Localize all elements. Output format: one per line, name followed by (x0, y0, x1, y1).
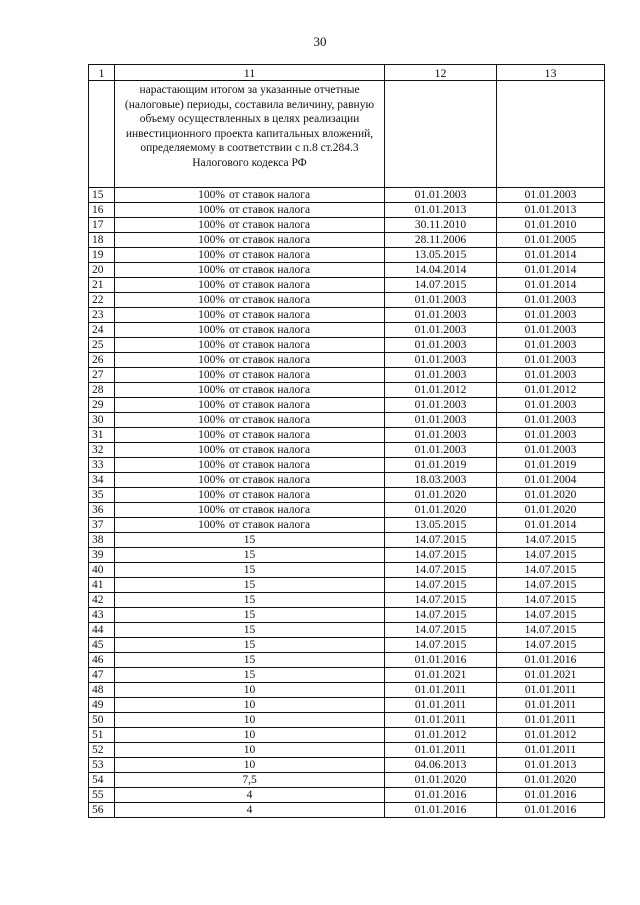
date-col13: 01.01.2011 (497, 683, 605, 698)
row-number: 54 (89, 773, 115, 788)
rate-percent: 100% (198, 219, 225, 231)
table-row (89, 638, 605, 653)
row-number: 23 (89, 308, 115, 323)
column-header-12: 12 (385, 65, 497, 81)
date-col13: 01.01.2016 (497, 803, 605, 818)
rate-percent: 100% (198, 444, 225, 456)
rate-percent: 100% (198, 459, 225, 471)
date-col12: 01.01.2011 (385, 743, 497, 758)
table-row (89, 803, 605, 818)
table-row (89, 323, 605, 338)
table-row (89, 458, 605, 473)
continuation-text: нарастающим итогом за указанные отчетные (налоговые) периоды, составила величину, равную объему осуществленных в целях реализации инвестиционного проекта капитальных вложений, определяемому в соответствии с п.8 ст.284.3 Налогового кодекса РФ (115, 81, 385, 188)
rate-cell (115, 638, 385, 653)
date-col13: 01.01.2004 (497, 473, 605, 488)
rate-text: 10 (243, 699, 256, 711)
rate-text: от ставок налога (228, 309, 311, 321)
table-row (89, 248, 605, 263)
table-row (89, 398, 605, 413)
row-number: 55 (89, 788, 115, 803)
row-number: 30 (89, 413, 115, 428)
column-header-1: 1 (89, 65, 115, 81)
date-col13: 01.01.2003 (497, 368, 605, 383)
rate-text: от ставок налога (228, 339, 311, 351)
rate-cell (115, 428, 385, 443)
table-row (89, 293, 605, 308)
date-col12: 01.01.2013 (385, 203, 497, 218)
table-row (89, 218, 605, 233)
row-number: 34 (89, 473, 115, 488)
rate-percent: 100% (198, 189, 225, 201)
rate-cell (115, 233, 385, 248)
table-row (89, 788, 605, 803)
date-col12: 01.01.2011 (385, 713, 497, 728)
row-number: 41 (89, 578, 115, 593)
rate-cell (115, 488, 385, 503)
date-col13: 14.07.2015 (497, 548, 605, 563)
rate-percent: 100% (198, 489, 225, 501)
date-col13: 14.07.2015 (497, 593, 605, 608)
rate-cell (115, 473, 385, 488)
rate-cell (115, 773, 385, 788)
rate-text: 4 (246, 804, 253, 816)
rate-text: от ставок налога (228, 249, 311, 261)
row-number: 22 (89, 293, 115, 308)
row-number: 35 (89, 488, 115, 503)
table-row (89, 488, 605, 503)
row-number: 31 (89, 428, 115, 443)
rate-cell (115, 803, 385, 818)
rate-text: от ставок налога (228, 189, 311, 201)
rate-text: от ставок налога (228, 324, 311, 336)
rate-text: от ставок налога (228, 354, 311, 366)
rate-percent: 100% (198, 234, 225, 246)
rate-cell (115, 548, 385, 563)
table-row (89, 563, 605, 578)
date-col12: 14.07.2015 (385, 563, 497, 578)
rate-percent: 100% (198, 369, 225, 381)
date-col13: 01.01.2013 (497, 203, 605, 218)
table-row (89, 263, 605, 278)
date-col12: 01.01.2012 (385, 383, 497, 398)
row-number: 19 (89, 248, 115, 263)
date-col13: 01.01.2003 (497, 353, 605, 368)
date-col12: 01.01.2003 (385, 323, 497, 338)
rate-cell (115, 383, 385, 398)
date-col13: 01.01.2014 (497, 263, 605, 278)
table-row (89, 203, 605, 218)
row-number: 15 (89, 188, 115, 203)
rate-cell (115, 248, 385, 263)
rate-text: от ставок налога (228, 444, 311, 456)
rate-text: 15 (243, 564, 256, 576)
table-row (89, 383, 605, 398)
tax-rate-table (88, 64, 605, 818)
rate-text: 15 (243, 654, 256, 666)
date-col13: 01.01.2010 (497, 218, 605, 233)
date-col12: 14.07.2015 (385, 623, 497, 638)
continuation-date-cell (497, 81, 605, 188)
row-number: 16 (89, 203, 115, 218)
date-col12: 28.11.2006 (385, 233, 497, 248)
table-row (89, 713, 605, 728)
rate-text: от ставок налога (228, 264, 311, 276)
date-col12: 04.06.2013 (385, 758, 497, 773)
rate-text: от ставок налога (228, 429, 311, 441)
table-row (89, 473, 605, 488)
date-col12: 01.01.2003 (385, 188, 497, 203)
date-col13: 01.01.2011 (497, 743, 605, 758)
row-number: 52 (89, 743, 115, 758)
date-col13: 14.07.2015 (497, 623, 605, 638)
date-col12: 01.01.2011 (385, 683, 497, 698)
date-col13: 14.07.2015 (497, 638, 605, 653)
table-row (89, 518, 605, 533)
table-row (89, 533, 605, 548)
rate-cell (115, 188, 385, 203)
rate-percent: 100% (198, 339, 225, 351)
row-number: 32 (89, 443, 115, 458)
rate-text: от ставок налога (228, 204, 311, 216)
date-col13: 01.01.2003 (497, 413, 605, 428)
date-col13: 01.01.2014 (497, 248, 605, 263)
date-col12: 14.07.2015 (385, 608, 497, 623)
row-number: 49 (89, 698, 115, 713)
date-col13: 01.01.2014 (497, 518, 605, 533)
date-col12: 01.01.2003 (385, 338, 497, 353)
rate-text: 4 (246, 789, 253, 801)
rate-text: от ставок налога (228, 519, 311, 531)
table-row (89, 683, 605, 698)
rate-cell (115, 683, 385, 698)
table-row (89, 608, 605, 623)
rate-text: 7,5 (242, 774, 257, 786)
row-number: 21 (89, 278, 115, 293)
table-row (89, 593, 605, 608)
rate-cell (115, 413, 385, 428)
rate-text: 15 (243, 549, 256, 561)
row-number: 17 (89, 218, 115, 233)
rate-cell (115, 458, 385, 473)
date-col12: 01.01.2011 (385, 698, 497, 713)
rate-text: 10 (243, 684, 256, 696)
column-header-13: 13 (497, 65, 605, 81)
rate-text: от ставок налога (228, 384, 311, 396)
rate-text: 10 (243, 759, 256, 771)
rate-cell (115, 578, 385, 593)
date-col12: 14.07.2015 (385, 578, 497, 593)
date-col12: 13.05.2015 (385, 248, 497, 263)
table-row (89, 698, 605, 713)
rate-text: от ставок налога (228, 504, 311, 516)
date-col13: 01.01.2013 (497, 758, 605, 773)
date-col12: 14.07.2015 (385, 533, 497, 548)
continuation-date-cell (385, 81, 497, 188)
table-row (89, 278, 605, 293)
table-row (89, 773, 605, 788)
rate-percent: 100% (198, 249, 225, 261)
row-number: 44 (89, 623, 115, 638)
rate-cell (115, 308, 385, 323)
rate-text: от ставок налога (228, 369, 311, 381)
rate-text: 15 (243, 639, 256, 651)
row-number: 42 (89, 593, 115, 608)
table-row (89, 308, 605, 323)
rate-cell (115, 713, 385, 728)
date-col12: 18.03.2003 (385, 473, 497, 488)
rate-text: от ставок налога (228, 294, 311, 306)
rate-cell (115, 563, 385, 578)
date-col13: 01.01.2003 (497, 293, 605, 308)
table-row (89, 623, 605, 638)
date-col12: 01.01.2003 (385, 308, 497, 323)
row-number: 37 (89, 518, 115, 533)
rate-cell (115, 353, 385, 368)
rate-cell (115, 623, 385, 638)
table-row (89, 758, 605, 773)
row-number: 38 (89, 533, 115, 548)
row-number: 24 (89, 323, 115, 338)
date-col12: 01.01.2016 (385, 788, 497, 803)
rate-text: 10 (243, 729, 256, 741)
row-number: 27 (89, 368, 115, 383)
date-col12: 01.01.2003 (385, 413, 497, 428)
row-number: 46 (89, 653, 115, 668)
table-row (89, 188, 605, 203)
date-col12: 01.01.2003 (385, 353, 497, 368)
rate-cell (115, 203, 385, 218)
rate-text: от ставок налога (228, 459, 311, 471)
date-col12: 14.07.2015 (385, 638, 497, 653)
date-col13: 01.01.2003 (497, 323, 605, 338)
date-col13: 14.07.2015 (497, 608, 605, 623)
date-col13: 01.01.2003 (497, 188, 605, 203)
rate-percent: 100% (198, 474, 225, 486)
rate-cell (115, 293, 385, 308)
rate-cell (115, 668, 385, 683)
date-col13: 01.01.2020 (497, 773, 605, 788)
date-col13: 01.01.2011 (497, 698, 605, 713)
table-row (89, 503, 605, 518)
row-number: 33 (89, 458, 115, 473)
table-row (89, 728, 605, 743)
date-col13: 01.01.2021 (497, 668, 605, 683)
continuation-num-cell (89, 81, 115, 188)
date-col12: 01.01.2003 (385, 293, 497, 308)
table-row (89, 413, 605, 428)
date-col12: 01.01.2020 (385, 488, 497, 503)
date-col13: 14.07.2015 (497, 578, 605, 593)
date-col13: 01.01.2003 (497, 308, 605, 323)
date-col13: 01.01.2003 (497, 443, 605, 458)
row-number: 29 (89, 398, 115, 413)
rate-percent: 100% (198, 354, 225, 366)
rate-text: 10 (243, 744, 256, 756)
rate-cell (115, 518, 385, 533)
date-col12: 01.01.2012 (385, 728, 497, 743)
date-col13: 01.01.2020 (497, 503, 605, 518)
date-col13: 01.01.2003 (497, 398, 605, 413)
date-col12: 14.07.2015 (385, 548, 497, 563)
rate-percent: 100% (198, 294, 225, 306)
rate-text: от ставок налога (228, 489, 311, 501)
rate-percent: 100% (198, 309, 225, 321)
date-col13: 14.07.2015 (497, 533, 605, 548)
rate-cell (115, 608, 385, 623)
date-col13: 01.01.2011 (497, 713, 605, 728)
date-col12: 01.01.2016 (385, 803, 497, 818)
rate-text: 15 (243, 594, 256, 606)
date-col12: 01.01.2003 (385, 443, 497, 458)
rate-cell (115, 533, 385, 548)
rate-percent: 100% (198, 279, 225, 291)
rate-cell (115, 218, 385, 233)
rate-text: 15 (243, 624, 256, 636)
date-col12: 01.01.2003 (385, 428, 497, 443)
rate-percent: 100% (198, 399, 225, 411)
date-col12: 14.07.2015 (385, 593, 497, 608)
rate-text: от ставок налога (228, 399, 311, 411)
row-number: 36 (89, 503, 115, 518)
row-number: 50 (89, 713, 115, 728)
row-number: 18 (89, 233, 115, 248)
rate-text: 15 (243, 579, 256, 591)
rate-percent: 100% (198, 519, 225, 531)
page-number: 30 (313, 34, 327, 49)
table-row (89, 578, 605, 593)
date-col12: 30.11.2010 (385, 218, 497, 233)
rate-percent: 100% (198, 324, 225, 336)
table-row (89, 668, 605, 683)
date-col12: 01.01.2019 (385, 458, 497, 473)
row-number: 39 (89, 548, 115, 563)
table-row (89, 368, 605, 383)
table-row (89, 428, 605, 443)
rate-cell (115, 443, 385, 458)
rate-text: от ставок налога (228, 219, 311, 231)
rate-cell (115, 323, 385, 338)
rate-text: 15 (243, 669, 256, 681)
rate-text: от ставок налога (228, 234, 311, 246)
continuation-row (89, 81, 605, 188)
date-col13: 14.07.2015 (497, 563, 605, 578)
date-col12: 01.01.2016 (385, 653, 497, 668)
row-number: 28 (89, 383, 115, 398)
rate-text: 15 (243, 534, 256, 546)
rate-percent: 100% (198, 504, 225, 516)
rate-text: от ставок налога (228, 474, 311, 486)
row-number: 48 (89, 683, 115, 698)
rate-cell (115, 593, 385, 608)
rate-cell (115, 368, 385, 383)
date-col13: 01.01.2012 (497, 728, 605, 743)
table-header-row (89, 65, 605, 81)
row-number: 43 (89, 608, 115, 623)
rate-cell (115, 503, 385, 518)
rate-percent: 100% (198, 204, 225, 216)
rate-text: от ставок налога (228, 414, 311, 426)
rate-cell (115, 278, 385, 293)
rate-cell (115, 698, 385, 713)
rate-percent: 100% (198, 414, 225, 426)
date-col12: 13.05.2015 (385, 518, 497, 533)
table-row (89, 548, 605, 563)
rate-cell (115, 398, 385, 413)
rate-percent: 100% (198, 429, 225, 441)
row-number: 47 (89, 668, 115, 683)
date-col13: 01.01.2005 (497, 233, 605, 248)
table-row (89, 743, 605, 758)
rate-cell (115, 653, 385, 668)
date-col12: 14.04.2014 (385, 263, 497, 278)
rate-cell (115, 758, 385, 773)
column-header-11: 11 (115, 65, 385, 81)
rate-cell (115, 788, 385, 803)
rate-cell (115, 338, 385, 353)
rate-cell (115, 728, 385, 743)
date-col12: 01.01.2020 (385, 503, 497, 518)
date-col12: 01.01.2003 (385, 368, 497, 383)
date-col13: 01.01.2014 (497, 278, 605, 293)
row-number: 56 (89, 803, 115, 818)
date-col13: 01.01.2016 (497, 653, 605, 668)
rate-text: 15 (243, 609, 256, 621)
rate-cell (115, 743, 385, 758)
date-col13: 01.01.2003 (497, 428, 605, 443)
date-col13: 01.01.2020 (497, 488, 605, 503)
table-row (89, 233, 605, 248)
rate-cell (115, 263, 385, 278)
date-col12: 14.07.2015 (385, 278, 497, 293)
row-number: 53 (89, 758, 115, 773)
rate-percent: 100% (198, 264, 225, 276)
row-number: 25 (89, 338, 115, 353)
rate-text: от ставок налога (228, 279, 311, 291)
table-row (89, 338, 605, 353)
row-number: 51 (89, 728, 115, 743)
row-number: 40 (89, 563, 115, 578)
date-col13: 01.01.2012 (497, 383, 605, 398)
date-col13: 01.01.2019 (497, 458, 605, 473)
rate-text: 10 (243, 714, 256, 726)
row-number: 45 (89, 638, 115, 653)
date-col13: 01.01.2003 (497, 338, 605, 353)
date-col12: 01.01.2021 (385, 668, 497, 683)
date-col12: 01.01.2003 (385, 398, 497, 413)
table-row (89, 443, 605, 458)
table-row (89, 653, 605, 668)
date-col12: 01.01.2020 (385, 773, 497, 788)
row-number: 20 (89, 263, 115, 278)
table-row (89, 353, 605, 368)
date-col13: 01.01.2016 (497, 788, 605, 803)
rate-percent: 100% (198, 384, 225, 396)
row-number: 26 (89, 353, 115, 368)
